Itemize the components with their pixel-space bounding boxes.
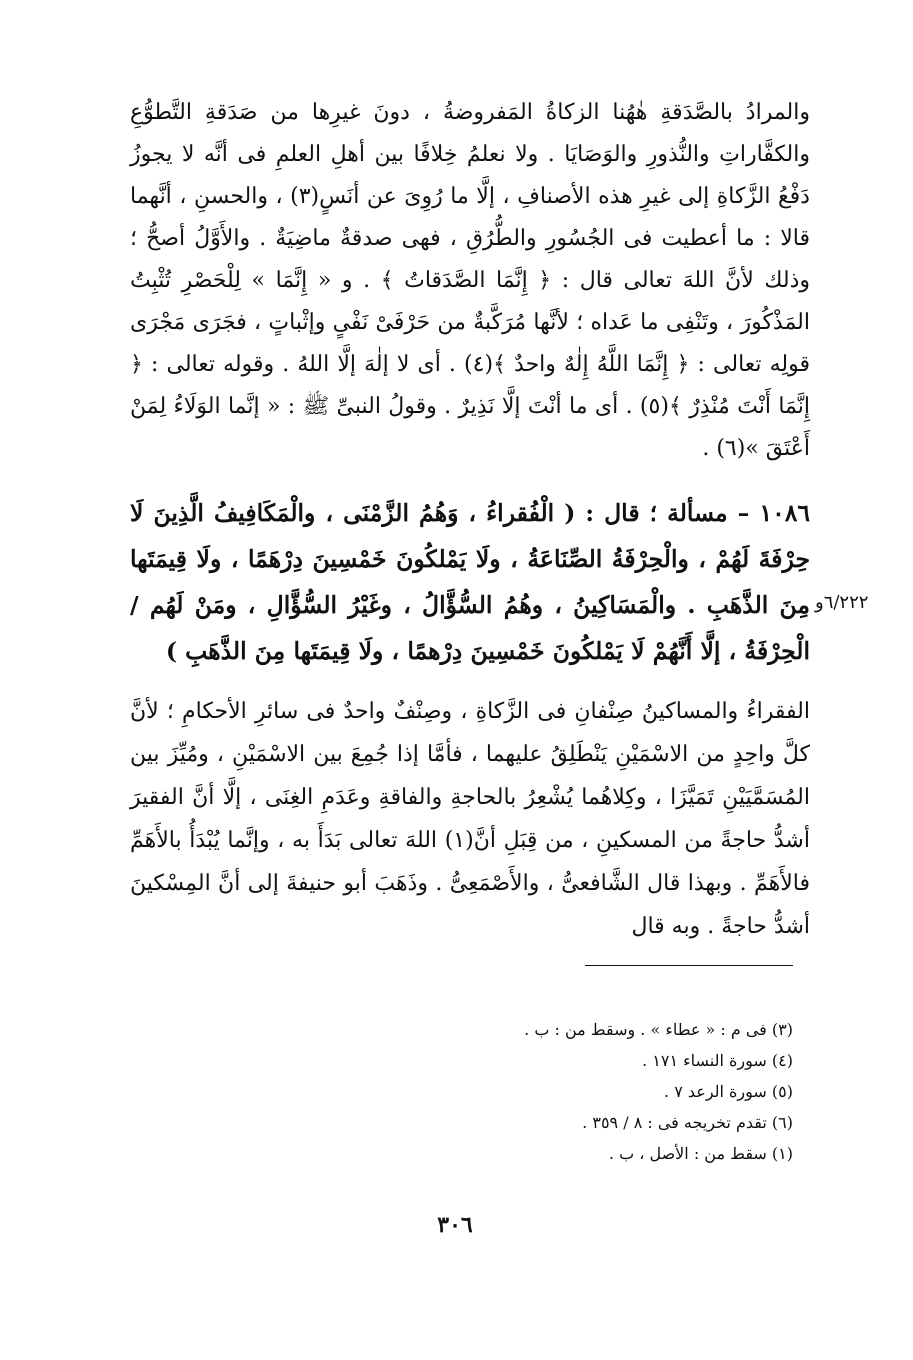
explanation-paragraph-text: الفقراءُ والمساكينُ صِنْفانِ فى الزَّكاةِ ، وصِنْفٌ واحدٌ فى سائرِ الأحكامِ ؛ لأنَّ كلَّ واحِدٍ من الاسْمَيْنِ يَنْطَلِقُ عليهما ، فأمَّا إذا جُمِعَ بين الاسْمَيْنِ ، ومُيِّزَ بين المُسَمَّيَيْنِ تَمَيَّزَا ، وكِلاهُما يُشْعِرُ بالحاجةِ والفاقةِ وعَدَمِ الغِنَى ، إلَّا أنَّ الفقيرَ أشدُّ حاجةً من المسكينِ ، من قِبَلِ أنَّ(١) اللهَ تعالى بَدَأَ به ، وإنَّما يُبْدَأُ بالأَهَمِّ فالأَهَمِّ . وبهذا قال الشَّافعىُّ ، والأَصْمَعِىُّ . وذَهَبَ أبو حنيفةَ إلى أنَّ المِسْكينَ أشدُّ حاجةً . وبه قال bbox=[130, 699, 810, 939]
intro-paragraph bbox=[130, 92, 810, 470]
footnote: (٤) سورة النساء ١٧١ . bbox=[642, 1051, 793, 1070]
intro-paragraph-text: والمرادُ بالصَّدَقةِ هٰهُنا الزكاةُ المَفروضةُ ، دونَ غيرِها من صَدَقةِ التَّطوُّعِ والكفَّاراتِ والنُّذورِ والوَصَايَا . ولا نعلمُ خِلافًا بين أهلِ العلمِ فى أنَّه لا يجوزُ دَفْعُ الزَّكاةِ إلى غيرِ هذه الأصنافِ ، إلَّا ما رُوِىَ عن أنَسٍ(٣) ، والحسنِ ، أنَّهما قالا : ما أعطيت فى الجُسُورِ والطُّرُقِ ، فهى صدقةٌ ماضِيَةٌ . والأَوَّلُ أصحُّ ؛ وذلك لأنَّ اللهَ تعالى قال : ﴿ إِنَّمَا الصَّدَقاتُ ﴾ . و « إِنَّمَا » لِلْحَصْرِ تُثْبِتُ المَذْكُورَ ، وتَنْفِى ما عَداه ؛ لأنَّها مُرَكَّبةٌ من حَرْفَىْ نَفْىٍ وإثْباتٍ ، فجَرَى مَجْرَى قولِه تعالى : ﴿ إِنَّمَا اللَّهُ إِلٰهٌ واحدٌ ﴾(٤) . أى لا إلٰهَ إلَّا اللهُ . وقوله تعالى : ﴿ إِنَّمَا أَنْتَ مُنْذِرٌ ﴾(٥) . أى ما أنْتَ إلَّا نَذِيرٌ . وقولُ النبىِّ ﷺ : « إنَّما الوَلَاءُ لِمَنْ أَعْتَقَ »(٦) . bbox=[130, 100, 811, 461]
masala-paragraph bbox=[130, 490, 810, 674]
margin-folio-note: ٦/٢٢٢و bbox=[815, 592, 869, 613]
explanation-paragraph bbox=[130, 690, 810, 948]
footnote: (١) سقط من : الأصل ، ب . bbox=[608, 1144, 793, 1163]
footnotes bbox=[430, 1014, 793, 1169]
page-number: ٣٠٦ bbox=[437, 1212, 473, 1238]
footnote-divider bbox=[585, 965, 793, 966]
footnote: (٦) تقدم تخريجه فى : ٨ / ٣٥٩ . bbox=[582, 1113, 793, 1132]
footnote: (٣) فى م : « عطاء » . وسقط من : ب . bbox=[524, 1020, 793, 1039]
masala-paragraph-text: ١٠٨٦ – مسألة ؛ قال : ( الْفُقراءُ ، وَهُمُ الزَّمْنَى ، والْمَكَافِيفُ الَّذِينَ لَا حِرْفَةَ لَهُمْ ، والْحِرْفَةُ الصِّنَاعَةُ ، ولَا يَمْلكُونَ خَمْسِينَ دِرْهَمًا ، ولَا قِيمَتَها مِنَ الذَّهَبِ . والْمَسَاكِينُ ، وهُمُ السُّؤَّالُ ، وغَيْرُ السُّؤَّالِ ، ومَنْ لَهُم / الْحِرْفَةُ ، إلَّا أَنَّهُمْ لَا يَمْلكُونَ خَمْسِينَ دِرْهمًا ، ولَا قِيمَتَها مِنَ الذَّهَبِ ) bbox=[130, 499, 810, 665]
footnote: (٥) سورة الرعد ٧ . bbox=[664, 1082, 793, 1101]
